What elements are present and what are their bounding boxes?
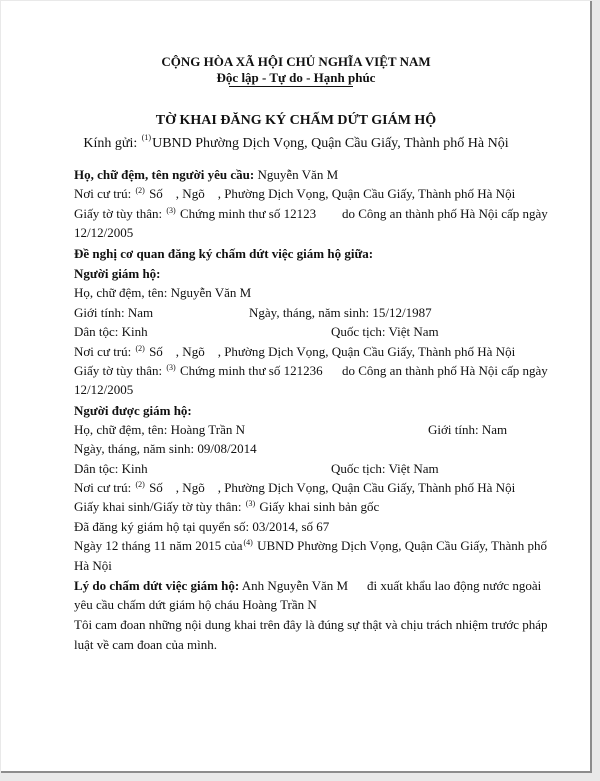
reason-value: Anh Nguyễn Văn M xyxy=(241,578,349,593)
recipient-label: Kính gửi: xyxy=(83,136,138,151)
guardian-heading: Người giám hộ: xyxy=(74,266,161,281)
ward-residence-line: Nơi cư trú: $^{(2)}$ Số , Ngõ , Phường Dịch Vọng, Quận Cầu Giấy, Thành phố Hà Nội xyxy=(74,480,516,495)
guardian-dob: Ngày, tháng, năm sinh: 15/12/1987 xyxy=(249,305,432,320)
requester-name-line xyxy=(74,167,338,182)
guardian-gender: Giới tính: Nam xyxy=(74,305,154,320)
guardian-id-date: 12/12/2005 xyxy=(74,382,134,397)
ward-id-line: Giấy khai sinh/Giấy tờ tùy thân: $^{(3)}$ Giấy khai sinh bản gốc xyxy=(74,499,380,514)
ward-name-line: Họ, chữ đệm, tên: Hoàng Trần N xyxy=(74,422,245,437)
ward-heading: Người được giám hộ: xyxy=(74,403,192,418)
national-motto: Độc lập - Tự do - Hạnh phúc xyxy=(216,70,376,85)
guardian-id-line: Giấy tờ tùy thân: $^{(3)}$ Chứng minh thư số 121236 xyxy=(74,363,323,378)
requester-id-issuer: do Công an thành phố Hà Nội cấp ngày xyxy=(342,206,548,221)
requester-name-value: Nguyễn Văn M xyxy=(257,167,339,182)
declaration-line-1: Tôi cam đoan những nội dung khai trên đây là đúng sự thật và chịu trách nhiệm trước pháp xyxy=(74,617,548,632)
ward-dob: Ngày, tháng, năm sinh: 09/08/2014 xyxy=(74,441,257,456)
ward-gender: Giới tính: Nam xyxy=(428,422,508,437)
registration-authority-cont: Hà Nội xyxy=(74,558,112,573)
guardian-name-value: Nguyễn Văn M xyxy=(170,285,252,300)
recipient-note: (1) xyxy=(141,133,152,142)
requester-name-label: Họ, chữ đệm, tên người yêu cầu: xyxy=(74,167,255,182)
reason-value-line2: yêu cầu chấm dứt giám hộ cháu Hoàng Trần N xyxy=(74,597,317,612)
requester-id-line: Giấy tờ tùy thân: $^{(3)}$ Chứng minh thư số 12123 xyxy=(74,206,317,221)
guardian-nationality: Quốc tịch: Việt Nam xyxy=(331,324,439,339)
requester-id-date: 12/12/2005 xyxy=(74,225,134,240)
form-title: TỜ KHAI ĐĂNG KÝ CHẤM DỨT GIÁM HỘ xyxy=(155,113,437,128)
reason-value-cont: đi xuất khẩu lao động nước ngoài xyxy=(367,578,542,593)
document-page xyxy=(1,1,592,773)
registration-book: Đã đăng ký giám hộ tại quyển số: 03/2014, số 67 xyxy=(74,519,330,534)
guardian-id-issuer: do Công an thành phố Hà Nội cấp ngày xyxy=(342,363,548,378)
ward-name-value: Hoàng Trần N xyxy=(170,422,245,437)
guardian-ethnicity: Dân tộc: Kinh xyxy=(74,324,148,339)
reason-line xyxy=(74,578,348,593)
requester-residence-line: Nơi cư trú: $^{(2)}$ Số , Ngõ , Phường Dịch Vọng, Quận Cầu Giấy, Thành phố Hà Nội xyxy=(74,186,516,201)
proposal-heading: Đề nghị cơ quan đăng ký chấm dứt việc giám hộ giữa: xyxy=(74,246,374,261)
guardian-residence-line: Nơi cư trú: $^{(2)}$ Số , Ngõ , Phường Dịch Vọng, Quận Cầu Giấy, Thành phố Hà Nội xyxy=(74,344,516,359)
ward-nationality: Quốc tịch: Việt Nam xyxy=(331,461,439,476)
country-name: CỘNG HÒA XÃ HỘI CHỦ NGHĨA VIỆT NAM xyxy=(161,54,431,69)
recipient-value: UBND Phường Dịch Vọng, Quận Cầu Giấy, Thành phố Hà Nội xyxy=(152,136,509,151)
guardian-name-line: Họ, chữ đệm, tên: Nguyễn Văn M xyxy=(74,285,252,300)
registration-date-line: Ngày 12 tháng 11 năm 2015 của$^{(4)}$ UBND Phường Dịch Vọng, Quận Cầu Giấy, Thành phố xyxy=(74,538,547,553)
declaration-line-2: luật về cam đoan của mình. xyxy=(74,637,217,652)
motto-underline xyxy=(229,86,353,87)
reason-label: Lý do chấm dứt việc giám hộ: xyxy=(74,578,240,593)
ward-ethnicity: Dân tộc: Kinh xyxy=(74,461,148,476)
